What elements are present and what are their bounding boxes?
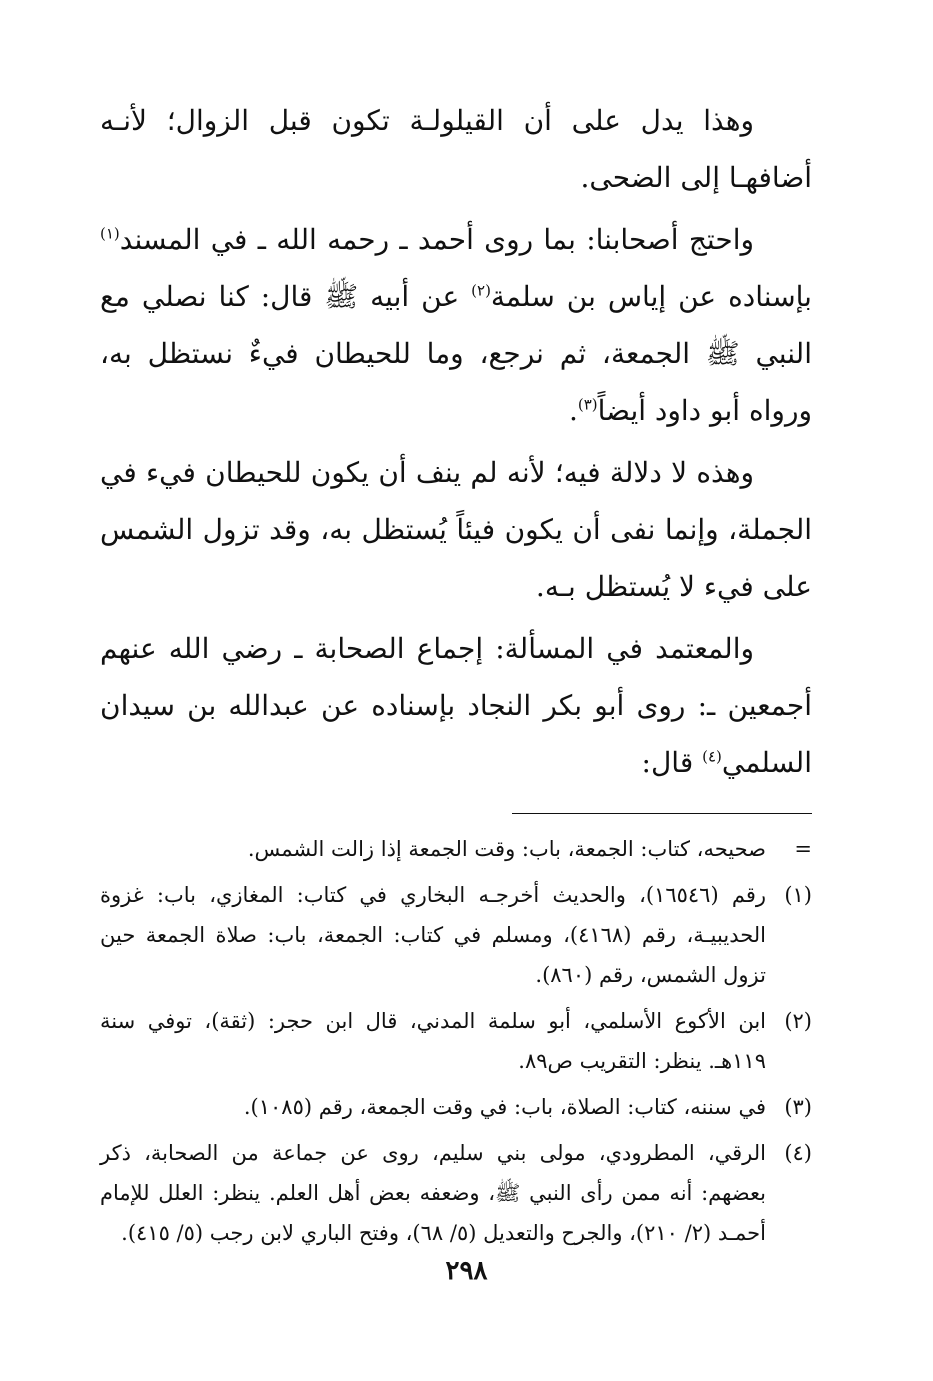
footnote-reference: (٤) [702,747,722,766]
paragraph-text: . [568,394,578,427]
page-number: ٢٩٨ [445,1256,488,1286]
footnote-text: رقم (١٦٥٤٦)، والحديث أخرجـه البخاري في كتاب: المغازي، باب: غزوة الحديبيـة، رقم (٤١٦٨)، ومسلم في كتاب: الجمعة، باب: صلاة الجمعة حين تزول الشمس، رقم (٨٦٠). [100,883,767,987]
footnote-marker: (٤) [784,1141,812,1165]
footnote-reference: (٣) [577,395,598,414]
footnote-item [100,1087,812,1127]
footnote-marker: (٣) [784,1095,812,1119]
footnote-text: الرقي، المطرودي، مولى بني سليم، روى عن جماعة من الصحابة، ذكر بعضهم: أنه ممن رأى النبي ﷺ، وضعفه بعض أهل العلم. ينظر: العلل للإمام أحمـد (٢/ ٢١٠)، والجرح والتعديل (٥/ ٦٨)، وفتح الباري لابن رجب (٥/ ٤١٥). [100,1141,766,1245]
footnote-separator [100,813,812,815]
paragraph-text: وهذا يدل على أن القيلولـة تكون قبل الزوال؛ لأنـه أضافهـا إلى الضحى. [100,104,812,194]
page-body [100,92,812,1259]
footnote-marker: (٢) [784,1009,812,1033]
footnote-item [100,875,812,995]
footnote-text: صحيحه، كتاب: الجمعة، باب: وقت الجمعة إذا زالت الشمس. [247,837,766,861]
footnote-reference: (٢) [471,281,491,300]
paragraph [100,444,812,615]
paragraph [100,211,812,439]
main-text [100,92,812,791]
paragraph-text: عن أبيه ﷺ قال: كنا نصلي مع النبي ﷺ الجمعة، ثم نرجع، وما للحيطان فيءٌ نستظل به، ورواه أبو داود أيضاً [100,280,812,427]
footnote-item [100,829,812,869]
footnote-marker: (١) [784,883,812,907]
paragraph-text: قال: [641,746,703,779]
footnotes [100,829,812,1253]
footnote-text: ابن الأكوع الأسلمي، أبو سلمة المدني، قال ابن حجر: (ثقة)، توفي سنة ١١٩هـ. ينظر: التقريب ص٨٩. [100,1009,766,1073]
footnote-text: في سننه، كتاب: الصلاة، باب: في وقت الجمعة، رقم (١٠٨٥). [243,1095,766,1119]
paragraph-text: واحتج أصحابنا: بما روى أحمد ـ رحمه الله ـ في المسند [119,223,754,256]
footnote-rule [512,813,812,814]
footnote-item [100,1001,812,1081]
footnote-marker: = [794,837,812,861]
paragraph-text: وهذه لا دلالة فيه؛ لأنه لم ينف أن يكون للحيطان فيء في الجملة، وإنما نفى أن يكون فيئاً يُستظل به، وقد تزول الشمس على فيء لا يُستظل بـه. [100,456,813,603]
paragraph-text: بإسناده عن إياس بن سلمة [490,280,812,313]
footnote-reference: (١) [100,224,120,243]
paragraph [100,620,812,791]
paragraph [100,92,812,206]
footnote-item [100,1133,812,1253]
paragraph-text: والمعتمد في المسألة: إجماع الصحابة ـ رضي الله عنهم أجمعين ـ: روى أبو بكر النجاد بإسناده عن عبدالله بن سيدان السلمي [100,632,812,779]
